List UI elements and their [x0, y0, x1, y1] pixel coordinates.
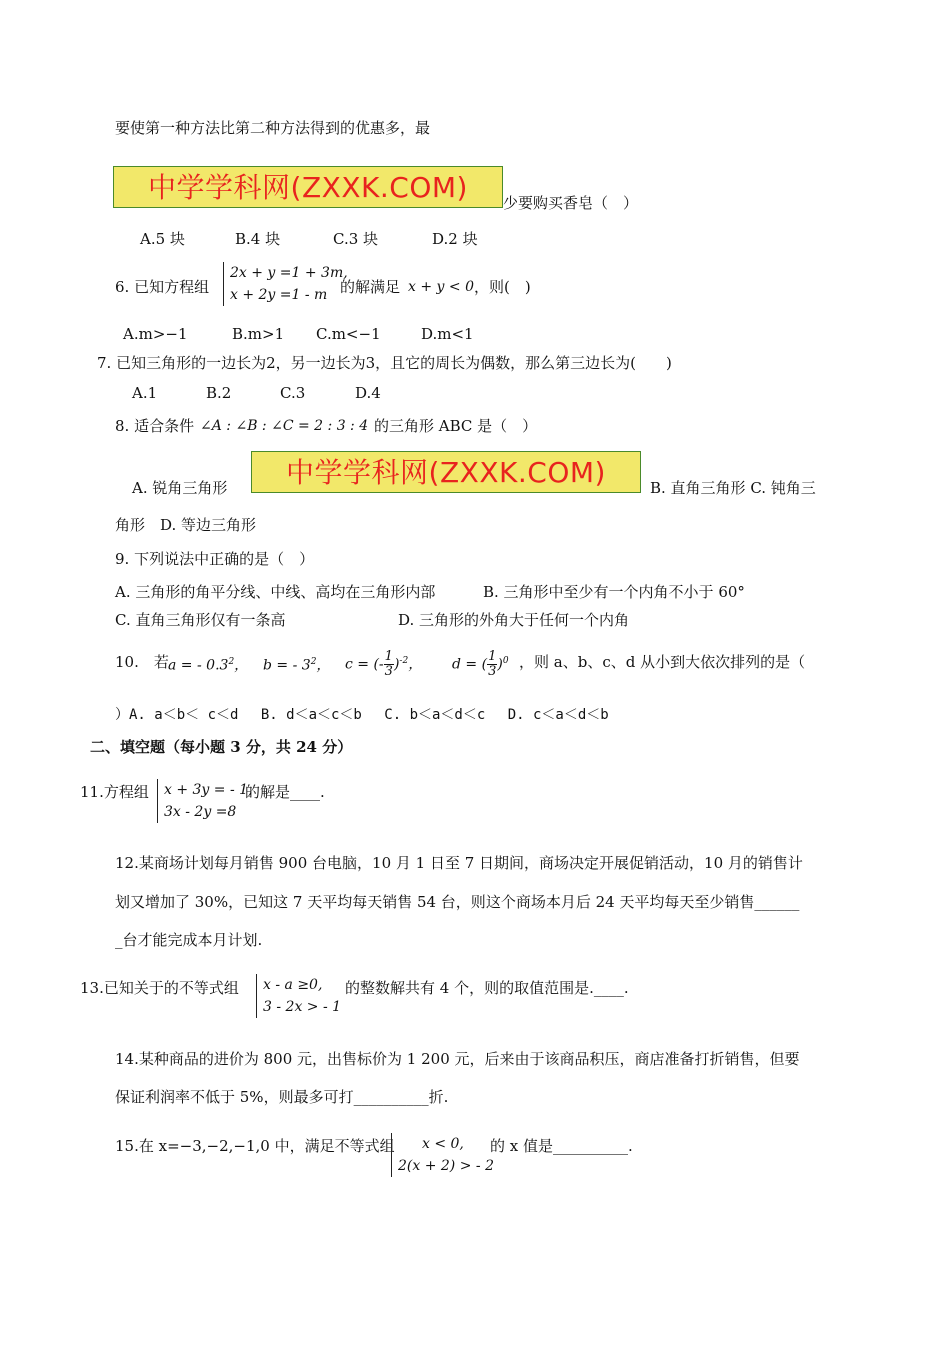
- q15-suffix: 的 x 值是__________.: [490, 1137, 633, 1155]
- q10-a-exp: 2: [228, 657, 235, 667]
- q10-d-den: 3: [488, 664, 497, 680]
- q15-prefix: 15.在 x=−3,−2,−1,0 中，满足不等式组: [115, 1137, 395, 1155]
- q13-suffix: 的整数解共有 4 个，则的取值范围是.____.: [345, 979, 629, 997]
- q14-line2: 保证利润率不低于 5%，则最多可打__________折.: [115, 1088, 449, 1106]
- q5-option-c: C.3 块: [333, 230, 379, 248]
- q11-suffix: 的解是____.: [245, 783, 325, 801]
- q5-option-d: D.2 块: [432, 230, 478, 248]
- q8-option-bc: B. 直角三角形 C. 钝角三: [650, 479, 816, 497]
- q10-c-den: 3: [384, 664, 393, 680]
- q6-option-c: C.m<−1: [316, 325, 381, 343]
- q6-mid: 的解满足: [340, 278, 401, 296]
- q6-option-a: A.m>−1: [123, 325, 188, 343]
- q10-b-exp: 2: [310, 657, 317, 667]
- q9-option-d: D. 三角形的外角大于任何一个内角: [398, 611, 630, 629]
- q10-prefix: 10. 若: [115, 653, 169, 671]
- q9-option-b: B. 三角形中至少有一个内角不小于 60°: [483, 583, 745, 601]
- q7-text: 7. 已知三角形的一边长为2，另一边长为3，且它的周长为偶数，那么第三边长为( ): [97, 354, 672, 372]
- q10-d: d = ( $\frac{1}{3}$ )$^0$: [452, 649, 509, 680]
- q12-line2: 划又增加了 30%，已知这 7 天平均每天销售 54 台，则这个商场本月后 24 天平均每天至少销售______: [115, 893, 800, 911]
- q7-option-d: D.4: [355, 384, 381, 402]
- q11-eq1: x + 3y = - 1,: [164, 782, 253, 798]
- q10-b: b = - $3^2$，: [263, 657, 331, 674]
- q8-line2: 角形 D. 等边三角形: [115, 516, 257, 534]
- q10-suffix: ，则 a、b、c、d 从小到大依次排列的是（: [519, 653, 806, 671]
- q11-eq2: 3x - 2y =8: [164, 804, 237, 820]
- q10-a: a = - $0.3^2$，: [168, 657, 249, 674]
- q5-line1: 要使第一种方法比第二种方法得到的优惠多，最: [115, 119, 431, 137]
- q6-equation-system: [223, 262, 348, 306]
- q10-c-num: 1: [384, 649, 393, 665]
- q5-option-b: B.4 块: [235, 230, 281, 248]
- q11-prefix: 11.方程组: [80, 783, 149, 801]
- q15-inequality-system: [391, 1133, 494, 1177]
- section-2-heading: 二、填空题（每小题 3 分，共 24 分）: [90, 738, 353, 756]
- q8-condition: ∠A : ∠B : ∠C = 2 : 3 : 4: [200, 418, 369, 434]
- q13-prefix: 13.已知关于的不等式组: [80, 979, 239, 997]
- q15-eq1: x < 0,: [422, 1136, 464, 1152]
- q12-line3: _台才能完成本月计划.: [115, 931, 263, 949]
- q6-eq1: 2x + y =1 + 3m,: [230, 265, 348, 281]
- q7-option-c: C.3: [280, 384, 306, 402]
- watermark-logo-2: 中学学科网(ZXXK.COM): [251, 451, 641, 493]
- q10-c-fraction: [384, 650, 394, 679]
- q13-inequality-system: [256, 974, 341, 1018]
- q9-text: 9. 下列说法中正确的是（ ）: [115, 550, 315, 568]
- q10-d-num: 1: [488, 649, 497, 665]
- q6-prefix: 6. 已知方程组: [115, 278, 210, 296]
- q14-line1: 14.某种商品的进价为 800 元，出售标价为 1 200 元，后来由于该商品积压，商店准备打折销售，但要: [115, 1050, 800, 1068]
- q5-option-a: A.5 块: [140, 230, 185, 248]
- q10-b-base: b = - 3: [263, 657, 311, 674]
- q13-eq2: 3 - 2x > - 1: [263, 999, 342, 1015]
- q5-line2: 少要购买香皂（ ）: [503, 194, 639, 212]
- q10-d-pre: d = (: [452, 656, 488, 673]
- q10-d-fraction: [487, 650, 497, 679]
- q6-option-b: B.m>1: [232, 325, 285, 343]
- q10-a-base: a = - 0.3: [168, 657, 229, 674]
- q11-equation-system: [157, 779, 253, 823]
- q10-c-exp: -2: [399, 656, 409, 666]
- q8-suffix: 的三角形 ABC 是（ ）: [374, 417, 538, 435]
- q6-eq2: x + 2y =1 - m: [230, 287, 328, 303]
- q9-option-c: C. 直角三角形仅有一条高: [115, 611, 286, 629]
- q10-c-pre: c = (-: [345, 656, 384, 673]
- q6-option-d: D.m<1: [421, 325, 474, 343]
- watermark-logo: 中学学科网(ZXXK.COM): [113, 166, 503, 208]
- q10-c: c = (- $\frac{1}{3}$ )$^{-2}$，: [345, 649, 423, 680]
- q7-option-a: A.1: [132, 384, 158, 402]
- q12-line1: 12.某商场计划每月销售 900 台电脑，10 月 1 日至 7 日期间，商场决定开展促销活动，10 月的销售计: [115, 854, 803, 872]
- q13-eq1: x - a ≥0,: [263, 977, 323, 993]
- q15-eq2: 2(x + 2) > - 2: [398, 1158, 494, 1174]
- q10-options: ）A. a＜b＜ c＜d B. d＜a＜c＜b C. b＜a＜d＜c D. c＜a＜d＜b: [115, 707, 609, 723]
- q9-option-a: A. 三角形的角平分线、中线、高均在三角形内部: [115, 583, 436, 601]
- q6-condition: x + y < 0: [408, 279, 474, 295]
- q8-option-a: A. 锐角三角形: [132, 479, 228, 497]
- q8-prefix: 8. 适合条件: [115, 417, 195, 435]
- q10-d-exp: 0: [502, 656, 509, 666]
- q6-suffix: ，则( ): [474, 278, 531, 296]
- q7-option-b: B.2: [206, 384, 232, 402]
